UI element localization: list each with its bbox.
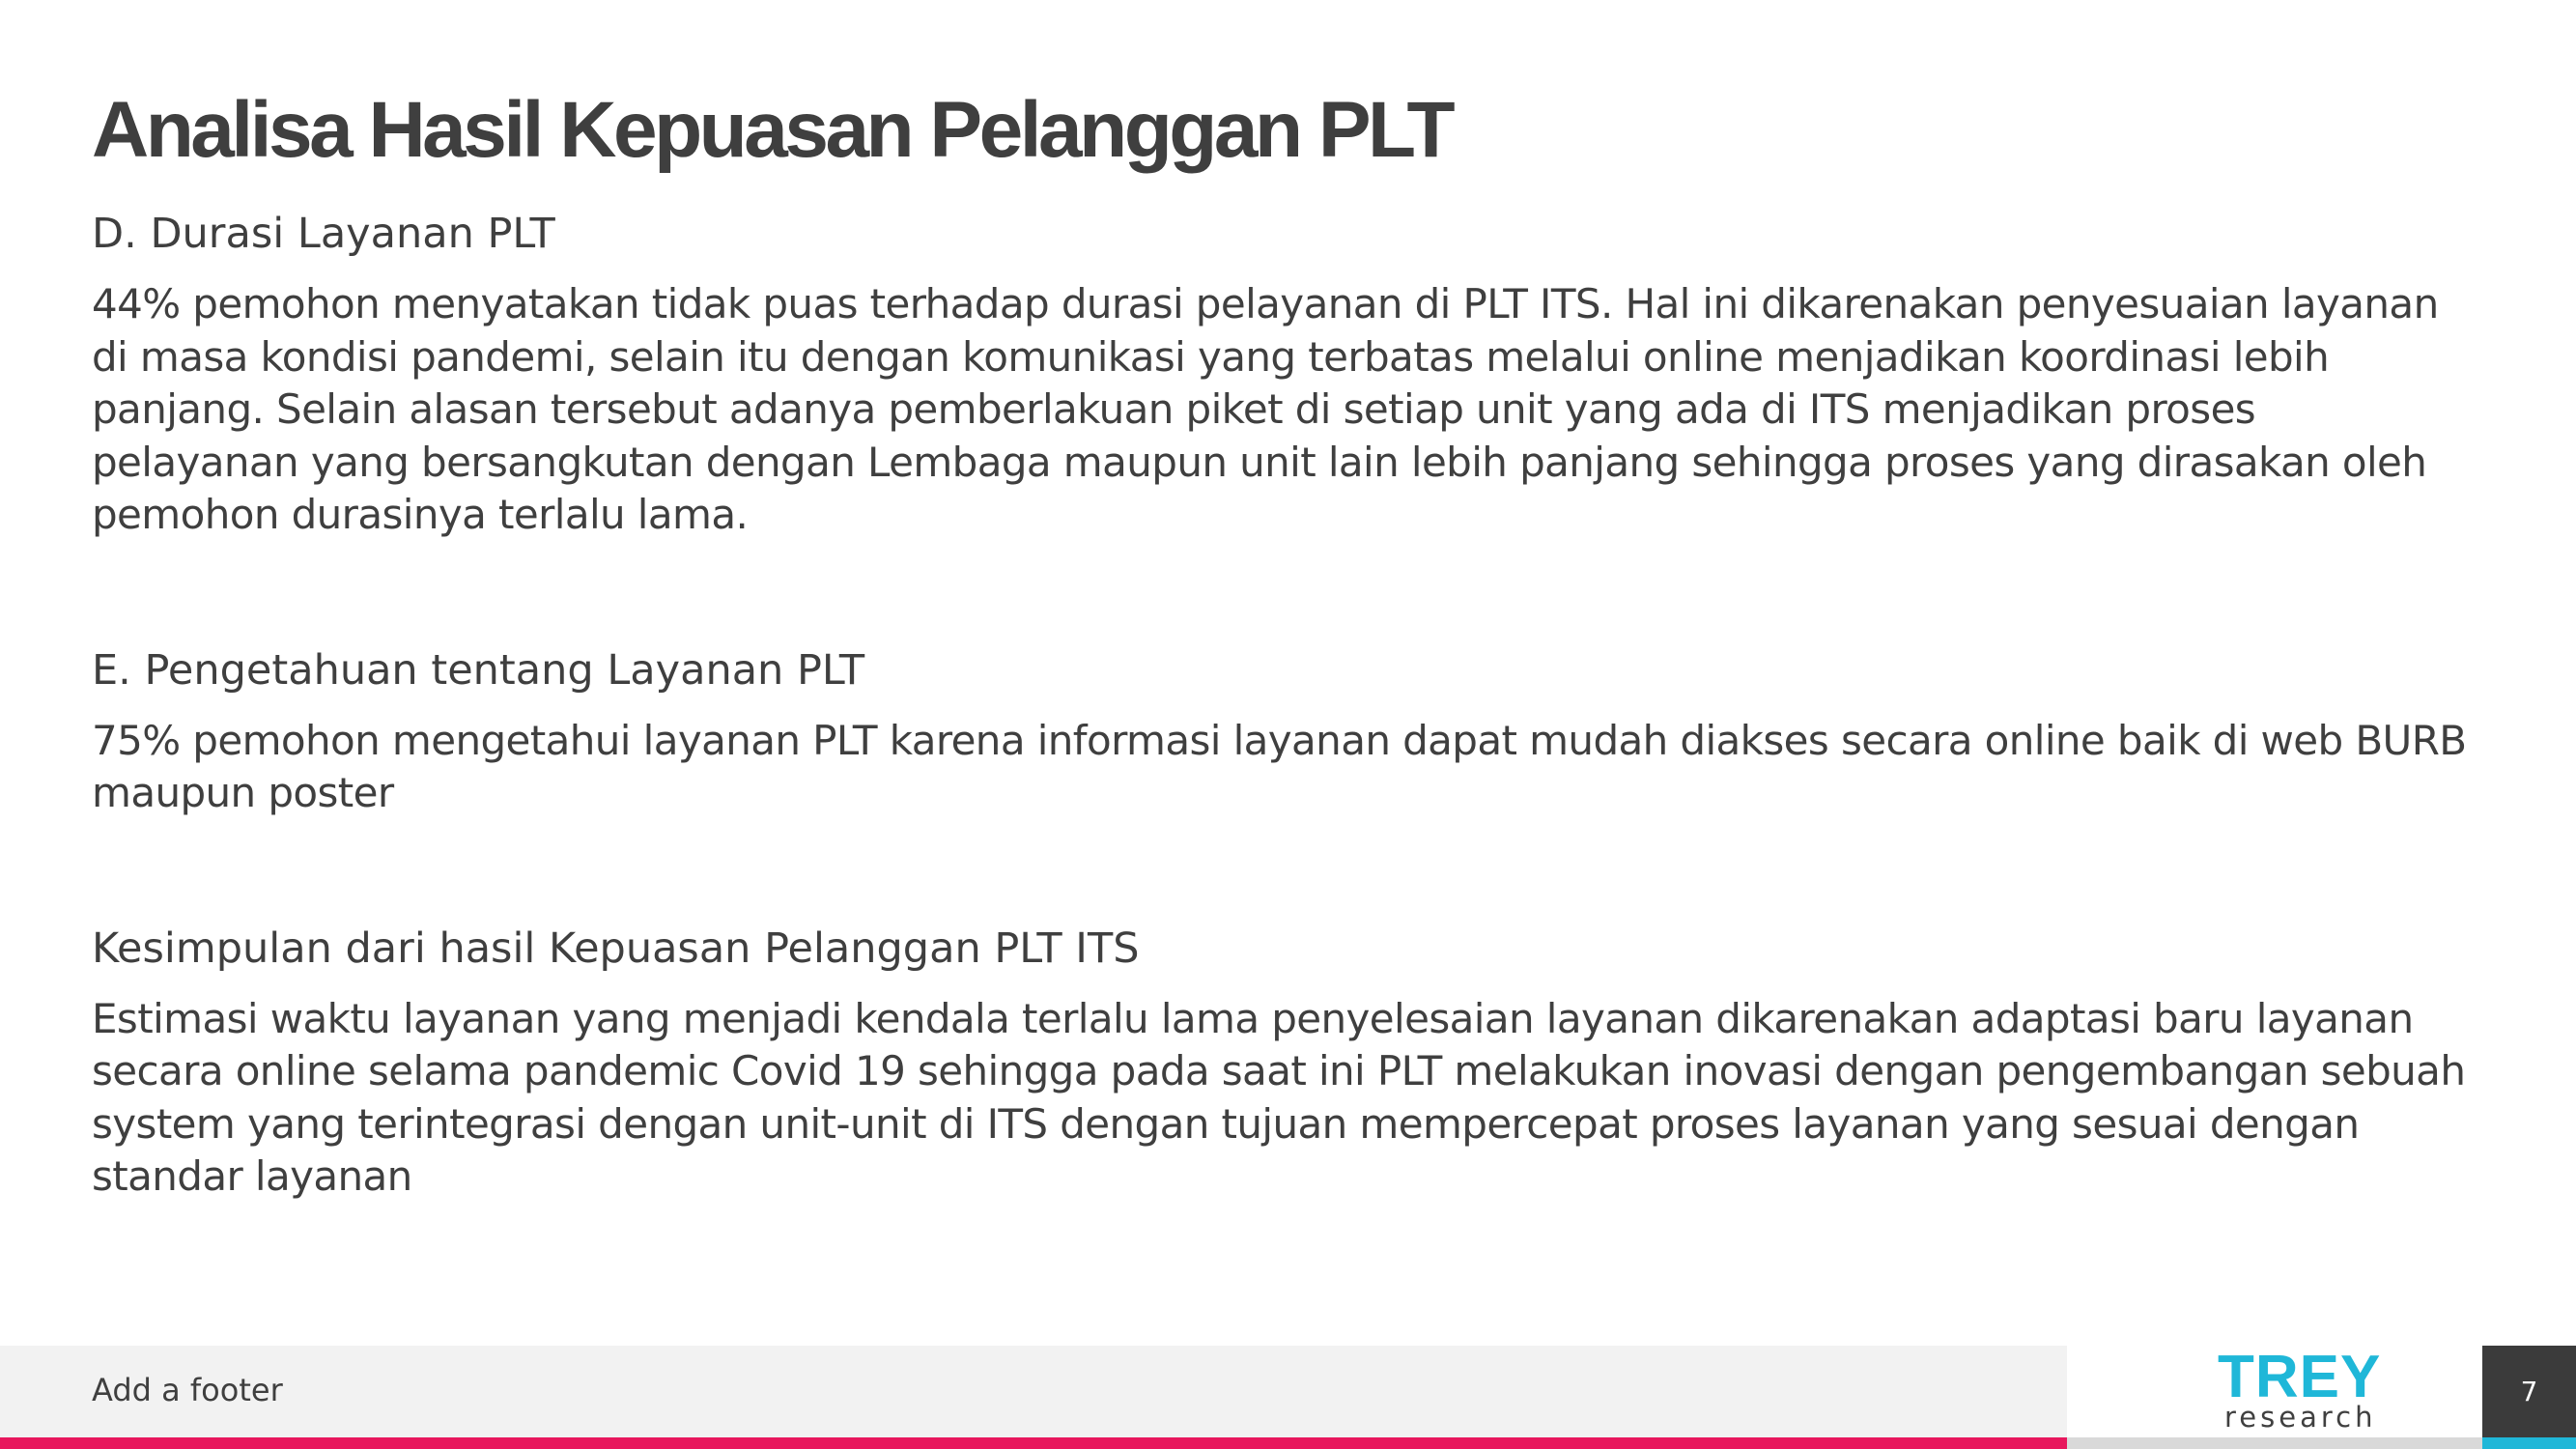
section-paragraph-pengetahuan (92, 715, 2516, 820)
page-number: 7 (2520, 1376, 2538, 1407)
section-heading-pengetahuan: E. Pengetahuan tentang Layanan PLT (92, 645, 865, 695)
footer-bar (0, 1346, 2067, 1437)
paragraph-line: pelayanan yang bersangkutan dengan Lembaga maupun unit lain lebih panjang sehingga proses yang dirasakan oleh (92, 438, 2427, 486)
research-logo-text: research (2224, 1401, 2377, 1434)
logo-underline (2067, 1437, 2482, 1449)
footer-text[interactable]: Add a footer (92, 1372, 283, 1408)
paragraph-line: pemohon durasinya terlalu lama. (92, 491, 749, 538)
page-number-underline (2482, 1437, 2576, 1449)
paragraph-line: maupun poster (92, 769, 394, 816)
paragraph-line: 44% pemohon menyatakan tidak puas terhadap durasi pelayanan di PLT ITS. Hal ini dikarenakan penyesuaian layanan (92, 280, 2439, 327)
trey-logo: TREY (2218, 1344, 2382, 1410)
section-paragraph-kesimpulan (92, 993, 2516, 1204)
footer-accent-line (0, 1437, 2067, 1449)
paragraph-line: standar layanan (92, 1152, 412, 1200)
paragraph-line: Estimasi waktu layanan yang menjadi kendala terlalu lama penyelesaian layanan dikarenakan adaptasi baru layanan (92, 994, 2414, 1042)
slide-title: Analisa Hasil Kepuasan Pelanggan PLT (92, 86, 1453, 174)
paragraph-line: secara online selama pandemic Covid 19 sehingga pada saat ini PLT melakukan inovasi dengan pengembangan sebuah (92, 1047, 2466, 1094)
paragraph-line: 75% pemohon mengetahui layanan PLT karena informasi layanan dapat mudah diakses secara online baik di web BURB (92, 716, 2467, 764)
paragraph-line: system yang terintegrasi dengan unit-unit di ITS dengan tujuan mempercepat proses layanan yang sesuai dengan (92, 1099, 2360, 1148)
slide-body (92, 208, 2516, 1204)
paragraph-line: panjang. Selain alasan tersebut adanya pemberlakuan piket di setiap unit yang ada di ITS menjadikan proses (92, 385, 2256, 433)
paragraph-line: di masa kondisi pandemi, selain itu dengan komunikasi yang terbatas melalui online menjadikan koordinasi lebih (92, 332, 2330, 381)
section-heading-kesimpulan: Kesimpulan dari hasil Kepuasan Pelanggan PLT ITS (92, 923, 1140, 973)
section-paragraph-durasi (92, 278, 2516, 542)
section-heading-durasi: D. Durasi Layanan PLT (92, 210, 555, 258)
